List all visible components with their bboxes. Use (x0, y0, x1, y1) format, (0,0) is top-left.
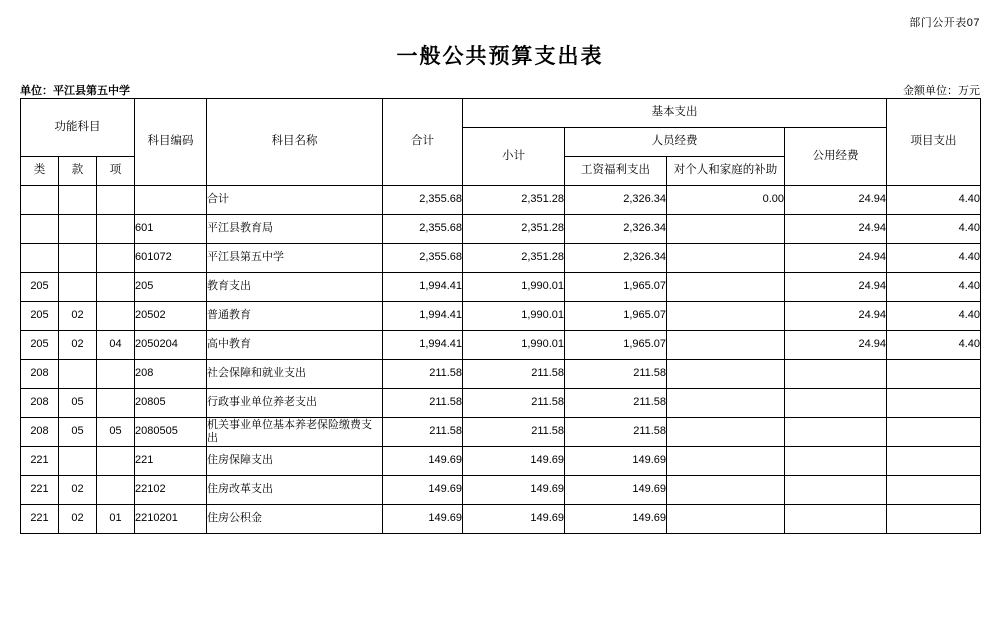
cell-project-expenditure: 4.40 (887, 186, 981, 215)
cell-total: 2,355.68 (383, 186, 463, 215)
cell-salary-welfare: 149.69 (565, 447, 667, 476)
cell-subtotal: 1,990.01 (463, 331, 565, 360)
amount-unit-label: 金额单位：万元 (903, 85, 980, 97)
cell-subject-code: 2050204 (135, 331, 207, 360)
cell-section: 02 (59, 331, 97, 360)
cell-section: 05 (59, 389, 97, 418)
cell-salary-welfare: 2,326.34 (565, 215, 667, 244)
cell-salary-welfare: 211.58 (565, 418, 667, 447)
header-personnel-funds: 人员经费 (565, 128, 785, 157)
cell-project-expenditure: 4.40 (887, 302, 981, 331)
cell-family-subsidy (667, 447, 785, 476)
cell-family-subsidy (667, 215, 785, 244)
cell-item (97, 476, 135, 505)
header-family-subsidy: 对个人和家庭的补助 (667, 157, 785, 186)
cell-subject-code: 221 (135, 447, 207, 476)
cell-subtotal: 149.69 (463, 476, 565, 505)
cell-project-expenditure: 4.40 (887, 273, 981, 302)
cell-total: 211.58 (383, 418, 463, 447)
cell-item: 04 (97, 331, 135, 360)
cell-subject-code: 2080505 (135, 418, 207, 447)
table-row (21, 360, 981, 389)
cell-section (59, 215, 97, 244)
table-row (21, 273, 981, 302)
header-class: 类 (21, 157, 59, 186)
cell-subject-name: 普通教育 (207, 302, 383, 331)
cell-subject-code: 20502 (135, 302, 207, 331)
cell-salary-welfare: 1,965.07 (565, 302, 667, 331)
cell-subject-name: 行政事业单位养老支出 (207, 389, 383, 418)
cell-project-expenditure (887, 360, 981, 389)
header-project-expenditure: 项目支出 (887, 99, 981, 186)
header-item: 项 (97, 157, 135, 186)
cell-subject-code: 208 (135, 360, 207, 389)
cell-subject-name: 平江县教育局 (207, 215, 383, 244)
cell-public-funds (785, 360, 887, 389)
cell-subject-name: 社会保障和就业支出 (207, 360, 383, 389)
cell-public-funds: 24.94 (785, 186, 887, 215)
cell-section (59, 273, 97, 302)
cell-total: 149.69 (383, 505, 463, 534)
cell-family-subsidy (667, 273, 785, 302)
cell-public-funds: 24.94 (785, 215, 887, 244)
cell-public-funds: 24.94 (785, 273, 887, 302)
cell-family-subsidy (667, 360, 785, 389)
table-row (21, 302, 981, 331)
cell-family-subsidy: 0.00 (667, 186, 785, 215)
header-subject-code: 科目编码 (135, 99, 207, 186)
cell-item: 01 (97, 505, 135, 534)
cell-subtotal: 211.58 (463, 389, 565, 418)
cell-item (97, 244, 135, 273)
unit-label: 单位：平江县第五中学 (20, 85, 130, 97)
header-public-funds: 公用经费 (785, 128, 887, 186)
page-title: 一般公共预算支出表 (396, 45, 604, 68)
cell-class: 205 (21, 331, 59, 360)
cell-salary-welfare: 1,965.07 (565, 273, 667, 302)
cell-class (21, 186, 59, 215)
cell-subtotal: 2,351.28 (463, 215, 565, 244)
form-code-label: 部门公开表07 (909, 17, 980, 29)
cell-subject-name: 平江县第五中学 (207, 244, 383, 273)
header-basic-expenditure: 基本支出 (463, 99, 887, 128)
cell-subject-name: 住房保障支出 (207, 447, 383, 476)
cell-subject-code: 20805 (135, 389, 207, 418)
cell-salary-welfare: 1,965.07 (565, 331, 667, 360)
cell-family-subsidy (667, 476, 785, 505)
cell-item: 05 (97, 418, 135, 447)
cell-subject-code: 22102 (135, 476, 207, 505)
cell-project-expenditure (887, 418, 981, 447)
cell-subject-code: 2210201 (135, 505, 207, 534)
cell-class: 205 (21, 273, 59, 302)
cell-item (97, 447, 135, 476)
cell-salary-welfare: 2,326.34 (565, 186, 667, 215)
cell-class: 208 (21, 418, 59, 447)
cell-item (97, 215, 135, 244)
cell-class (21, 244, 59, 273)
cell-family-subsidy (667, 389, 785, 418)
cell-subject-name: 高中教育 (207, 331, 383, 360)
cell-subtotal: 211.58 (463, 360, 565, 389)
cell-subtotal: 1,990.01 (463, 273, 565, 302)
cell-section (59, 244, 97, 273)
cell-subtotal: 149.69 (463, 505, 565, 534)
header-subtotal: 小计 (463, 128, 565, 186)
cell-family-subsidy (667, 244, 785, 273)
cell-section (59, 360, 97, 389)
cell-class: 221 (21, 505, 59, 534)
cell-project-expenditure: 4.40 (887, 215, 981, 244)
cell-subtotal: 211.58 (463, 418, 565, 447)
header-total: 合计 (383, 99, 463, 186)
cell-salary-welfare: 149.69 (565, 476, 667, 505)
cell-section: 05 (59, 418, 97, 447)
cell-subject-code: 601 (135, 215, 207, 244)
cell-item (97, 389, 135, 418)
header-subject-name: 科目名称 (207, 99, 383, 186)
cell-project-expenditure: 4.40 (887, 331, 981, 360)
header-function-subject: 功能科目 (21, 99, 135, 157)
cell-subject-code (135, 186, 207, 215)
cell-class: 208 (21, 389, 59, 418)
cell-salary-welfare: 2,326.34 (565, 244, 667, 273)
header-salary-welfare: 工资福利支出 (565, 157, 667, 186)
cell-project-expenditure (887, 505, 981, 534)
table-row (21, 331, 981, 360)
cell-project-expenditure (887, 447, 981, 476)
cell-public-funds (785, 476, 887, 505)
table-row (21, 215, 981, 244)
cell-subject-code: 205 (135, 273, 207, 302)
cell-salary-welfare: 211.58 (565, 360, 667, 389)
cell-total: 1,994.41 (383, 273, 463, 302)
cell-section: 02 (59, 505, 97, 534)
cell-total: 211.58 (383, 360, 463, 389)
cell-salary-welfare: 149.69 (565, 505, 667, 534)
cell-project-expenditure: 4.40 (887, 244, 981, 273)
cell-section (59, 447, 97, 476)
cell-salary-welfare: 211.58 (565, 389, 667, 418)
cell-section (59, 186, 97, 215)
cell-public-funds: 24.94 (785, 244, 887, 273)
cell-subject-name: 住房改革支出 (207, 476, 383, 505)
cell-section: 02 (59, 302, 97, 331)
cell-subject-name: 教育支出 (207, 273, 383, 302)
cell-item (97, 302, 135, 331)
cell-total: 1,994.41 (383, 302, 463, 331)
table-body (21, 186, 981, 534)
cell-public-funds (785, 505, 887, 534)
table-header-row-1 (21, 99, 981, 128)
cell-total: 2,355.68 (383, 215, 463, 244)
cell-total: 1,994.41 (383, 331, 463, 360)
cell-subject-code: 601072 (135, 244, 207, 273)
table-row (21, 244, 981, 273)
cell-family-subsidy (667, 331, 785, 360)
cell-item (97, 186, 135, 215)
cell-class: 205 (21, 302, 59, 331)
cell-project-expenditure (887, 389, 981, 418)
table-row (21, 505, 981, 534)
cell-item (97, 273, 135, 302)
cell-total: 2,355.68 (383, 244, 463, 273)
cell-item (97, 360, 135, 389)
cell-class: 221 (21, 476, 59, 505)
cell-class (21, 215, 59, 244)
table-row (21, 418, 981, 447)
cell-section: 02 (59, 476, 97, 505)
table-row (21, 186, 981, 215)
table-row (21, 447, 981, 476)
cell-public-funds: 24.94 (785, 302, 887, 331)
cell-subject-name: 合计 (207, 186, 383, 215)
cell-total: 149.69 (383, 447, 463, 476)
cell-subtotal: 1,990.01 (463, 302, 565, 331)
cell-public-funds (785, 418, 887, 447)
table-row (21, 476, 981, 505)
cell-subject-name: 机关事业单位基本养老保险缴费支出 (207, 418, 383, 447)
cell-public-funds (785, 447, 887, 476)
cell-class: 221 (21, 447, 59, 476)
cell-total: 211.58 (383, 389, 463, 418)
cell-subtotal: 2,351.28 (463, 244, 565, 273)
table-row (21, 389, 981, 418)
cell-subtotal: 2,351.28 (463, 186, 565, 215)
cell-subject-name: 住房公积金 (207, 505, 383, 534)
cell-family-subsidy (667, 505, 785, 534)
cell-public-funds (785, 389, 887, 418)
cell-subtotal: 149.69 (463, 447, 565, 476)
cell-project-expenditure (887, 476, 981, 505)
cell-public-funds: 24.94 (785, 331, 887, 360)
cell-family-subsidy (667, 302, 785, 331)
budget-expenditure-table (20, 98, 981, 534)
cell-family-subsidy (667, 418, 785, 447)
cell-total: 149.69 (383, 476, 463, 505)
cell-class: 208 (21, 360, 59, 389)
header-section: 款 (59, 157, 97, 186)
